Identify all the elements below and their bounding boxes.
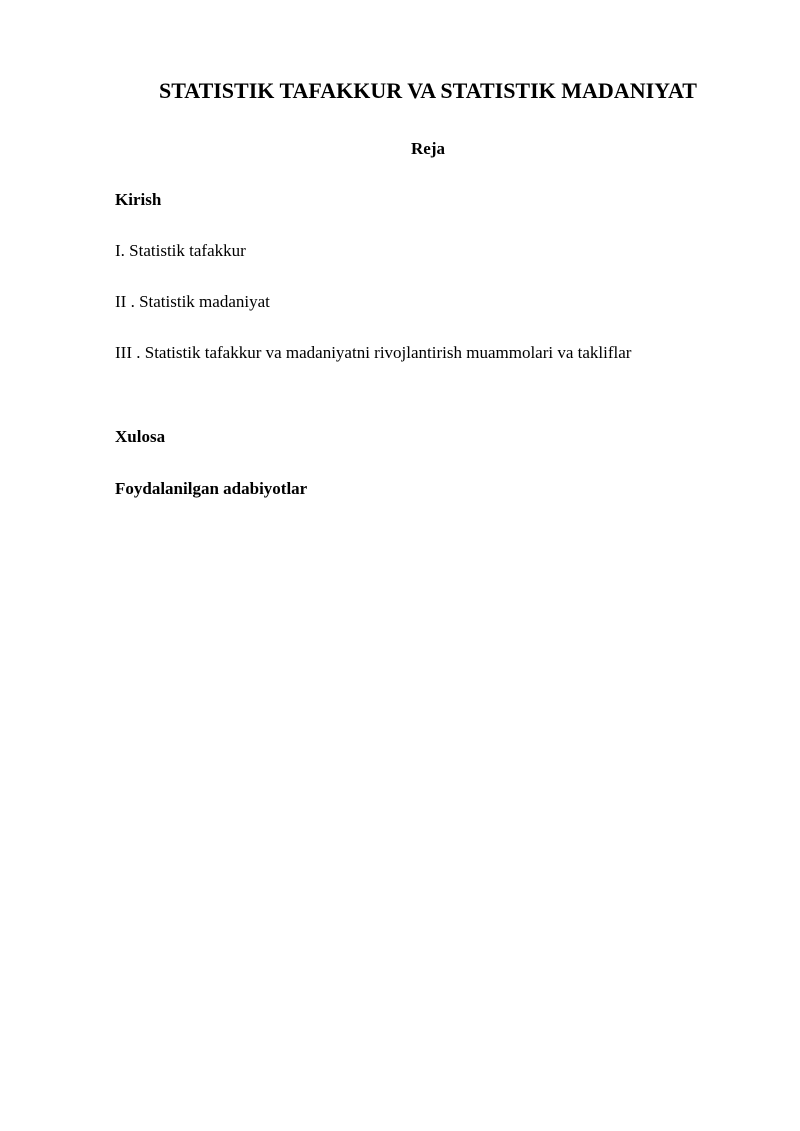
document-title: STATISTIK TAFAKKUR VA STATISTIK MADANIYAT: [159, 78, 697, 103]
plan-heading: Reja: [411, 139, 445, 158]
plan-item-conclusion: Xulosa: [115, 427, 166, 446]
plan-item-introduction: Kirish: [115, 190, 162, 209]
plan-item-references: Foydalanilgan adabiyotlar: [115, 479, 308, 498]
plan-item-chapter-1: I. Statistik tafakkur: [115, 241, 246, 260]
plan-item-chapter-2: II . Statistik madaniyat: [115, 292, 270, 311]
plan-item-chapter-3: III . Statistik tafakkur va madaniyatni rivojlantirish muammolari va takliflar: [115, 343, 632, 362]
